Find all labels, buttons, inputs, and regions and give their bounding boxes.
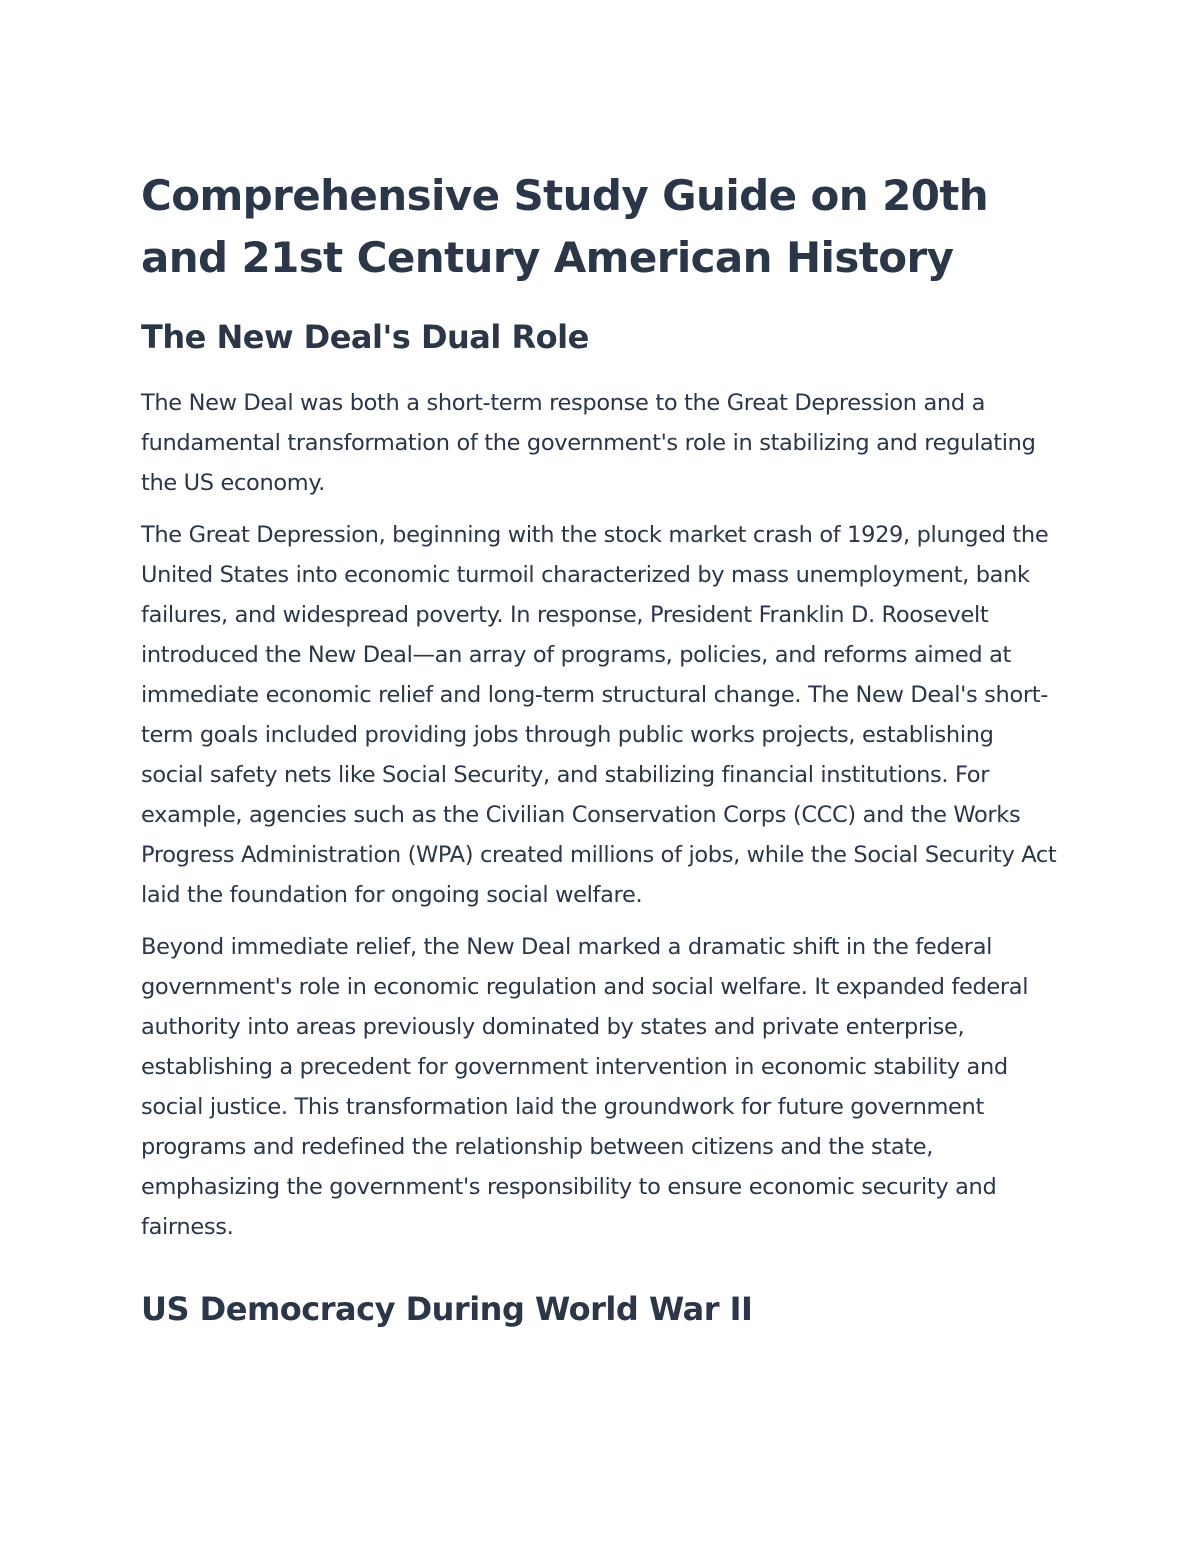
document-page: [141, 165, 1061, 1329]
paragraph-new-deal-intro: The New Deal was both a short-term response to the Great Depression and a fundamental transformation of the government's role in stabilizing and regulating the US economy.: [141, 390, 1036, 496]
paragraph-great-depression: The Great Depression, beginning with the stock market crash of 1929, plunged the United States into economic turmoil characterized by mass unemployment, bank failures, and widespread poverty. In response, President Franklin D. Roosevelt introduced the New Deal—an array of programs, policies, and reforms aimed at immediate economic relief and long-term structural change. The New Deal's short-term goals included providing jobs through public works projects, establishing social safety nets like Social Security, and stabilizing financial institutions. For example, agencies such as the Civilian Conservation Corps (CCC) and the Works Progress Administration (WPA) created millions of jobs, while the Social Security Act laid the foundation for ongoing social welfare.: [141, 522, 1057, 908]
document-title: Comprehensive Study Guide on 20th and 21st Century American History: [141, 171, 989, 282]
paragraph-beyond-relief: Beyond immediate relief, the New Deal marked a dramatic shift in the federal government's role in economic regulation and social welfare. It expanded federal authority into areas previously dominated by states and private enterprise, establishing a precedent for government intervention in economic stability and social justice. This transformation laid the groundwork for future government programs and redefined the relationship between citizens and the state, emphasizing the government's responsibility to ensure economic security and fairness.: [141, 934, 1029, 1240]
section-heading-new-deal: The New Deal's Dual Role: [141, 318, 589, 356]
section-heading-wwii: US Democracy During World War II: [141, 1290, 753, 1328]
